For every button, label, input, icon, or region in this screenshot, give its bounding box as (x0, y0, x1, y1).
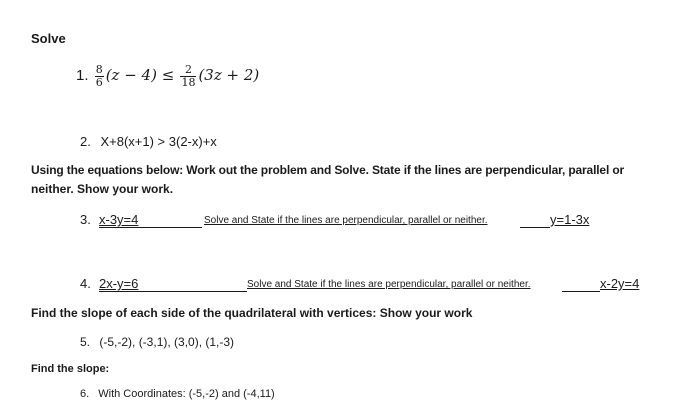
problem-4-equation-1: 2x-y=6 (99, 276, 139, 291)
problem-6-number: 6. (80, 388, 90, 400)
fraction-denominator: 6 (95, 75, 103, 89)
problem-4-equation-2: x-2y=4 (600, 276, 640, 291)
problem-1 (76, 58, 259, 93)
problem-5 (80, 335, 234, 349)
problem-6 (80, 388, 275, 400)
problem-3-equation-2: y=1-3x (550, 212, 590, 227)
fraction-numerator: 8 (95, 62, 103, 76)
problem-3-blank-line-1 (99, 227, 202, 228)
instructions-line-1: Using the equations below: Work out the problem and Solve. State if the lines are perpendicular, parallel or (31, 163, 625, 177)
problem-5-text: (-5,-2), (-3,1), (3,0), (1,-3) (99, 335, 235, 349)
quadrilateral-heading: Find the slope of each side of the quadrilateral with vertices: Show your work (31, 306, 473, 320)
heading-solve: Solve (31, 31, 66, 46)
problem-5-number: 5. (80, 335, 91, 349)
fraction-8-6 (95, 64, 104, 89)
problem-1-expr-left: (z − 4) ≤ (105, 66, 175, 84)
problem-3-equation-1: x-3y=4 (99, 212, 139, 227)
problem-1-expr-right: (3z + 2) (198, 66, 260, 84)
problem-2 (80, 134, 217, 149)
problem-4-number: 4. (80, 276, 91, 291)
problem-6-text: With Coordinates: (-5,-2) and (-4,11) (98, 388, 275, 400)
instructions-line-2: neither. Show your work. (31, 182, 174, 196)
slope-heading: Find the slope: (31, 363, 110, 375)
problem-3-prompt: Solve and State if the lines are perpendicular, parallel or neither. (204, 215, 488, 226)
problem-3-blank-line-2 (520, 227, 550, 228)
fraction-denominator: 18 (181, 75, 196, 89)
problem-4-blank-line-1 (99, 291, 247, 292)
problem-2-text: X+8(x+1) > 3(2-x)+x (100, 134, 217, 149)
problem-1-number: 1. (76, 67, 89, 84)
problem-4-prompt: Solve and State if the lines are perpendicular, parallel or neither. (247, 279, 531, 290)
fraction-2-18 (180, 64, 196, 89)
problem-2-number: 2. (80, 134, 91, 149)
problem-3-number: 3. (80, 212, 91, 227)
fraction-numerator: 2 (184, 62, 192, 76)
problem-4-blank-line-2 (562, 291, 600, 292)
